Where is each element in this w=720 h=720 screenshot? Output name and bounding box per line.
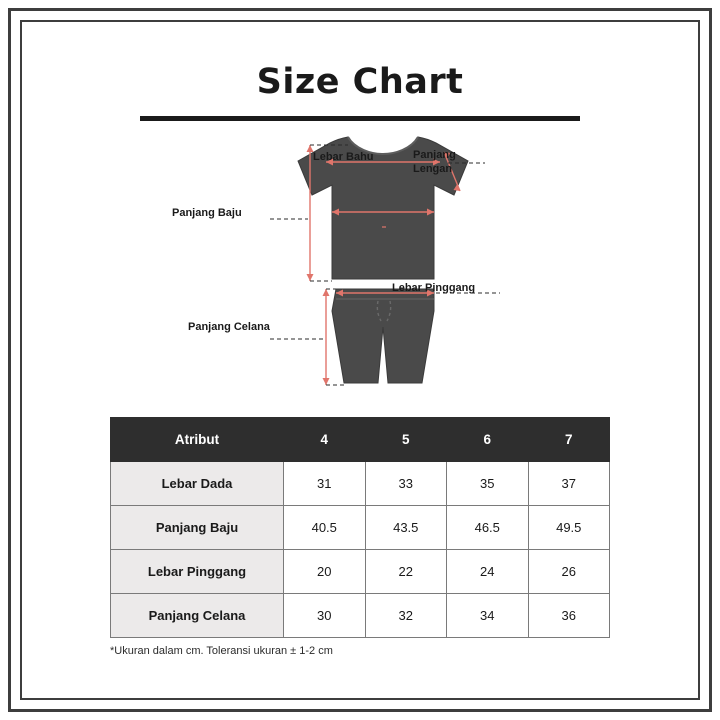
column-header-size-5: 5 <box>365 418 447 462</box>
cell-value: 20 <box>284 550 366 594</box>
table-body <box>111 462 610 638</box>
label-panjang-celana: Panjang Celana <box>188 321 270 333</box>
table-header-row <box>111 418 610 462</box>
row-attribute: Lebar Dada <box>111 462 284 506</box>
cell-value: 24 <box>447 550 529 594</box>
page-content <box>30 30 690 690</box>
cell-value: 34 <box>447 594 529 638</box>
cell-value: 32 <box>365 594 447 638</box>
column-header-attribute: Atribut <box>111 418 284 462</box>
cell-value: 22 <box>365 550 447 594</box>
label-lebar-pinggang: Lebar Pinggang <box>392 282 476 294</box>
cell-value: 36 <box>528 594 610 638</box>
column-header-size-7: 7 <box>528 418 610 462</box>
row-attribute: Lebar Pinggang <box>111 550 284 594</box>
label-lebar-bahu: Lebar Bahu <box>313 151 374 163</box>
page-title: Size Chart <box>256 62 464 102</box>
cell-value: 49.5 <box>528 506 610 550</box>
cell-value: 37 <box>528 462 610 506</box>
cell-value: 43.5 <box>365 506 447 550</box>
label-panjang-baju: Panjang Baju <box>172 207 242 219</box>
cell-value: 35 <box>447 462 529 506</box>
measurement-note: *Ukuran dalam cm. Toleransi ukuran ± 1-2 cm <box>110 645 333 657</box>
table-row <box>111 462 610 506</box>
garment-illustration <box>30 121 690 411</box>
cell-value: 33 <box>365 462 447 506</box>
table-row <box>111 550 610 594</box>
row-attribute: Panjang Baju <box>111 506 284 550</box>
size-table <box>110 417 610 638</box>
row-attribute: Panjang Celana <box>111 594 284 638</box>
column-header-size-4: 4 <box>284 418 366 462</box>
label-panjang-lengan: Panjang Lengan <box>413 149 456 175</box>
cell-value: 26 <box>528 550 610 594</box>
cell-value: 46.5 <box>447 506 529 550</box>
table-header <box>111 418 610 462</box>
shorts-icon <box>332 289 434 383</box>
column-header-size-6: 6 <box>447 418 529 462</box>
cell-value: 30 <box>284 594 366 638</box>
cell-value: 31 <box>284 462 366 506</box>
table-row <box>111 594 610 638</box>
table-row <box>111 506 610 550</box>
cell-value: 40.5 <box>284 506 366 550</box>
